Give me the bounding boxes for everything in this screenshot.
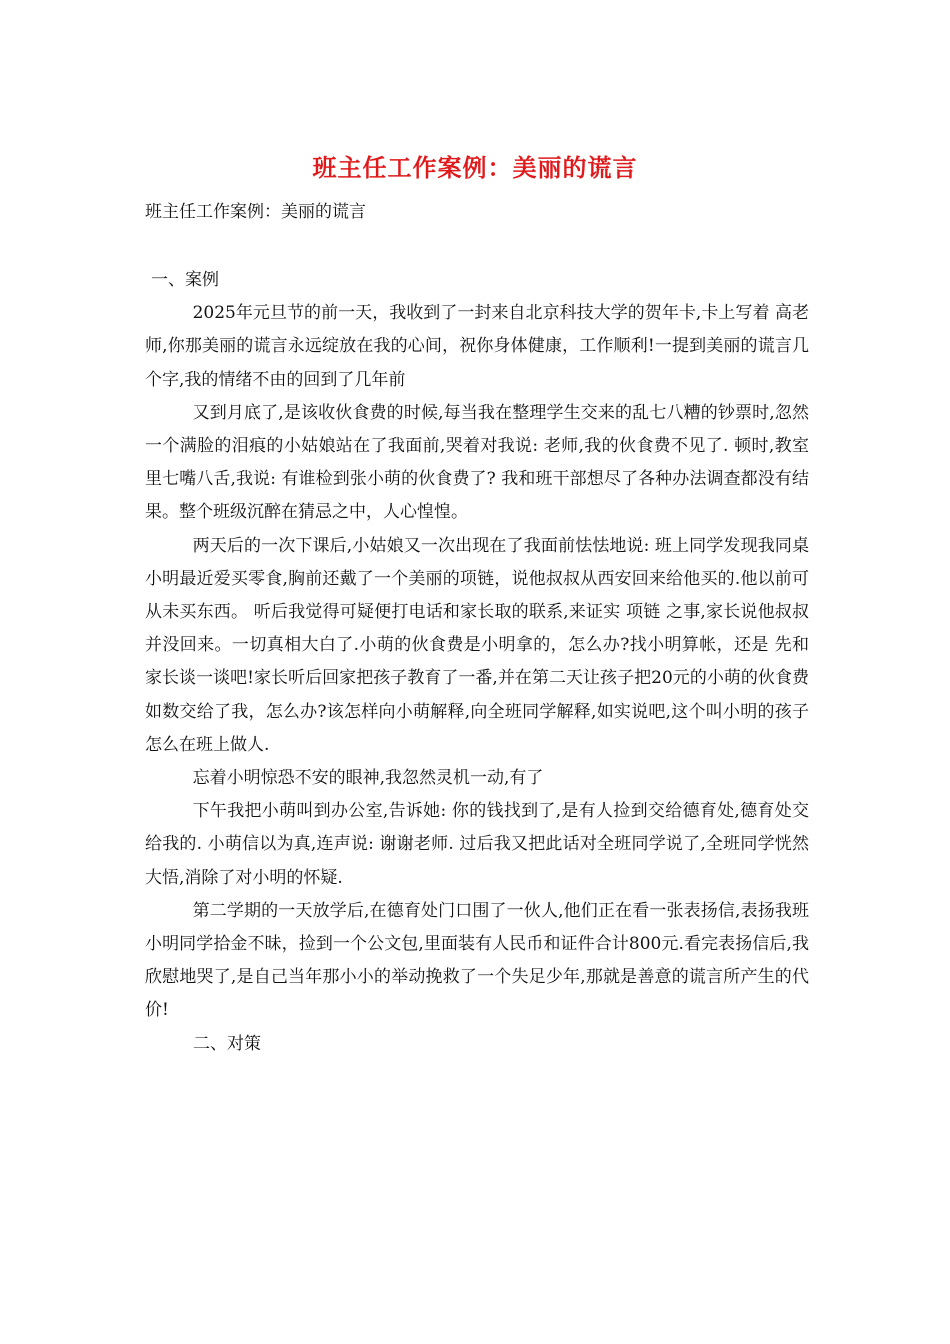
paragraph-praise-letter: 第二学期的一天放学后,在德育处门口围了一伙人,他们正在看一张表扬信,表扬我班小明同学拾金不昧，捡到一个公文包,里面装有人民币和证件合计800元.看完表扬信后,我欣慰地哭了,是自己当年那小小的举动挽救了一个失足少年,那就是善意的谎言所产生的代价! xyxy=(145,900,809,1021)
section-heading-countermeasures: 二、对策 xyxy=(193,1033,261,1054)
paragraph-idea: 忘着小明惊恐不安的眼神,我忽然灵机一动,有了 xyxy=(192,768,544,789)
paragraph-missing-fee: 又到月底了,是该收伙食费的时候,每当我在整理学生交来的乱七八糟的钞票时,忽然一个满脸的泪痕的小姑娘站在了我面前,哭着对我说: 老师,我的伙食费不见了. 顿时,教室里七嘴八舌,我说: 有谁检到张小萌的伙食费了? 我和班干部想尽了各种办法调查都没有结果。整个班级沉醉在猜忌之中，人心惶惶。 xyxy=(145,402,809,523)
section-heading-case: 一、案例 xyxy=(151,270,219,290)
document-subtitle: 班主任工作案例：美丽的谎言 xyxy=(145,202,366,222)
paragraph-white-lie: 下午我把小萌叫到办公室,告诉她: 你的钱找到了,是有人捡到交给德育处,德育处交给我的. 小萌信以为真,连声说: 谢谢老师. 过后我又把此话对全班同学说了,全班同学恍然大悟,消除了对小明的怀疑. xyxy=(145,801,809,888)
paragraph-investigation: 两天后的一次下课后,小姑娘又一次出现在了我面前怯怯地说: 班上同学发现我同桌小明最近爱买零食,胸前还戴了一个美丽的项链，说他叔叔从西安回来给他买的.他以前可从未买东西。 听后我觉得可疑便打电话和家长取的联系,来证实 项链 之事,家长说他叔叔并没回来。一切真相大白了.小萌的伙食费是小明拿的，怎么办?找小明算帐，还是 先和家长谈一谈吧!家长听后回家把孩子教育了一番,并在第二天让孩子把20元的小萌的伙食费如数交给了我，怎么办?该怎样向小萌解释,向全班同学解释,如实说吧,这个叫小明的孩子怎么在班上做人. xyxy=(145,535,809,755)
document-body xyxy=(145,264,809,1061)
document-title: 班主任工作案例：美丽的谎言 xyxy=(312,153,638,182)
paragraph-new-year-card: 2025年元旦节的前一天，我收到了一封来自北京科技大学的贺年卡,卡上写着 高老师,你那美丽的谎言永远绽放在我的心间，祝你身体健康，工作顺利!一提到美丽的谎言几个字,我的情绪不由的回到了几年前 xyxy=(145,303,809,390)
